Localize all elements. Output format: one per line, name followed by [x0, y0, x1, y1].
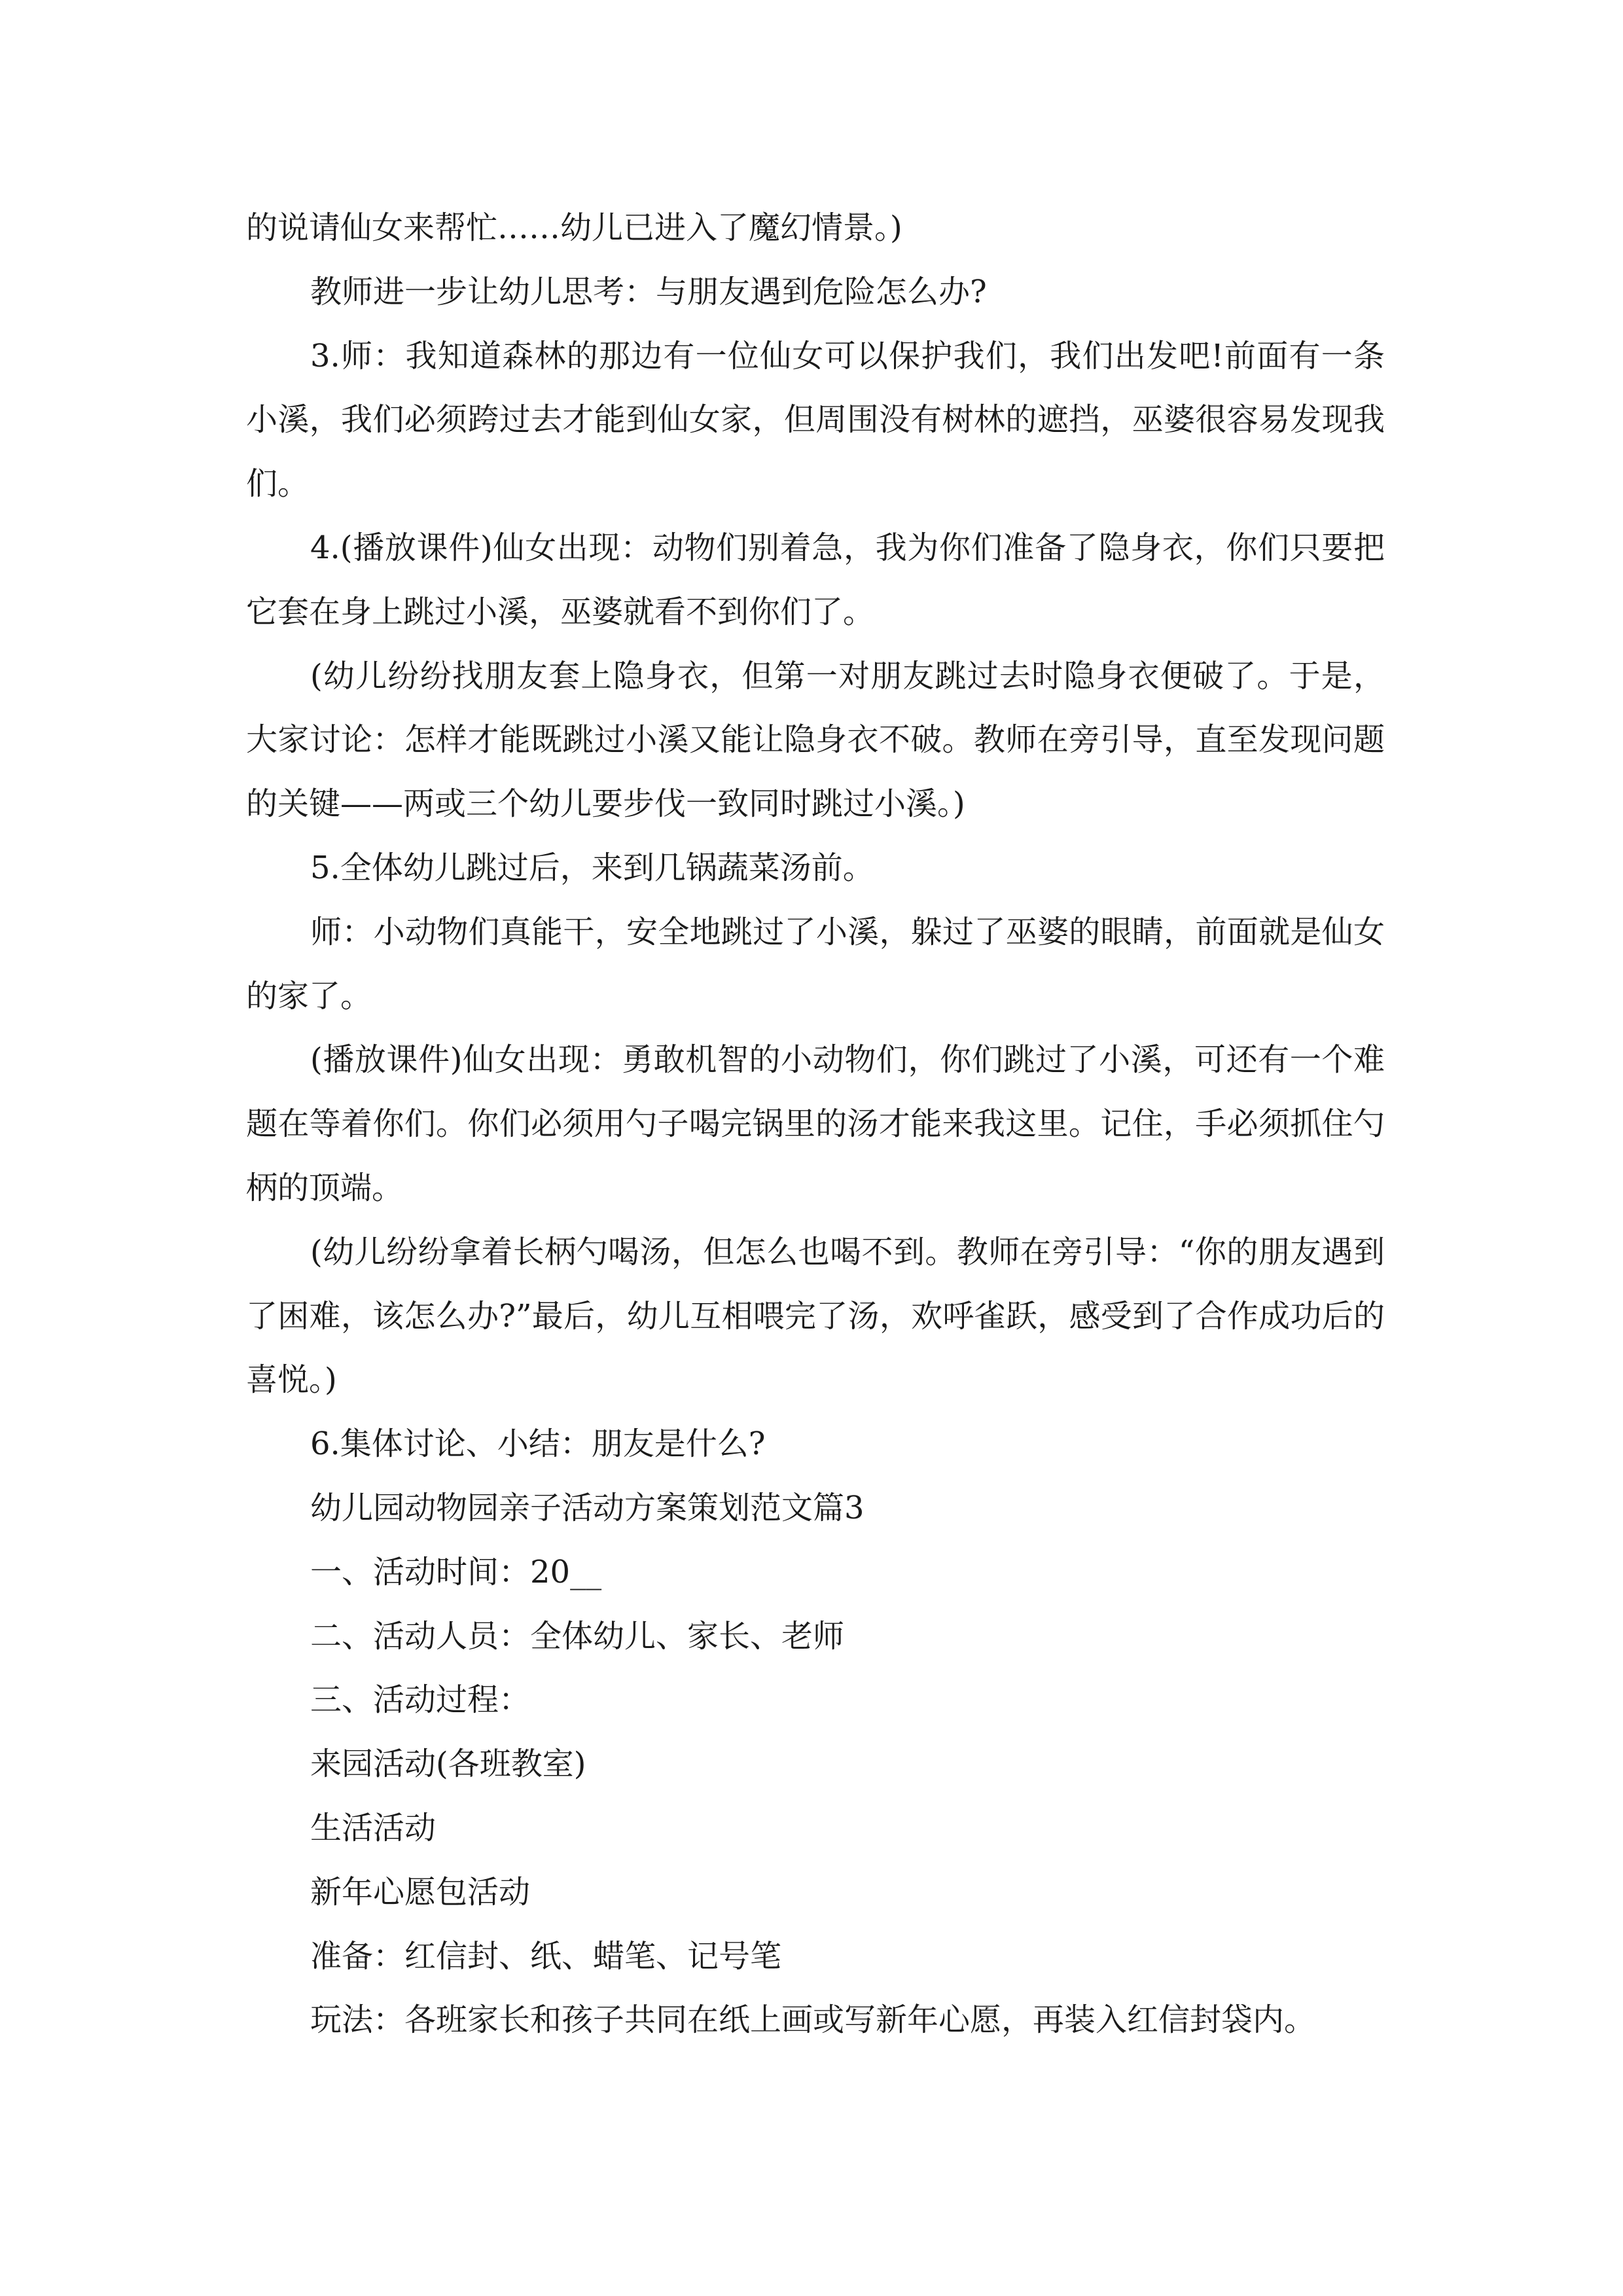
- paragraph: 来园活动(各班教室): [310, 1746, 586, 1783]
- paragraph: 教师进一步让幼儿思考：与朋友遇到危险怎么办?: [310, 273, 987, 310]
- paragraph: 师：小动物们真能干，安全地跳过了小溪，躲过了巫婆的眼睛，前面就是仙女的家了。: [246, 913, 1385, 1014]
- paragraph: 的说请仙女来帮忙……幼儿已进入了魔幻情景。): [246, 209, 902, 246]
- paragraph: 5.全体幼儿跳过后，来到几锅蔬菜汤前。: [310, 849, 874, 886]
- paragraph: (幼儿纷纷拿着长柄勺喝汤，但怎么也喝不到。教师在旁引导：“你的朋友遇到了困难，该怎么办?”最后，幼儿互相喂完了汤，欢呼雀跃，感受到了合作成功后的喜悦。): [246, 1233, 1385, 1399]
- paragraph: (播放课件)仙女出现：勇敢机智的小动物们，你们跳过了小溪，可还有一个难题在等着你们。你们必须用勺子喝完锅里的汤才能来我这里。记住，手必须抓住勺柄的顶端。: [246, 1041, 1385, 1206]
- paragraph: 新年心愿包活动: [310, 1873, 531, 1910]
- paragraph: 6.集体讨论、小结：朋友是什么?: [310, 1426, 766, 1463]
- paragraph: 生活活动: [310, 1809, 437, 1846]
- paragraph: 准备：红信封、纸、蜡笔、记号笔: [310, 1937, 782, 1975]
- paragraph: 玩法：各班家长和孩子共同在纸上画或写新年心愿，再装入红信封袋内。: [310, 2001, 1316, 2039]
- paragraph: (幼儿纷纷找朋友套上隐身衣，但第一对朋友跳过去时隐身衣便破了。于是，大家讨论：怎样才能既跳过小溪又能让隐身衣不破。教师在旁引导，直至发现问题的关键——两或三个幼儿要步伐一致同时跳过小溪。): [246, 657, 1385, 823]
- document-body: [246, 196, 1385, 2053]
- paragraph: 二、活动人员：全体幼儿、家长、老师: [310, 1617, 845, 1655]
- paragraph: 4.(播放课件)仙女出现：动物们别着急，我为你们准备了隐身衣，你们只要把它套在身上跳过小溪，巫婆就看不到你们了。: [246, 529, 1385, 630]
- paragraph: 三、活动过程：: [310, 1681, 531, 1719]
- section-heading: 幼儿园动物园亲子活动方案策划范文篇3: [310, 1489, 865, 1526]
- paragraph: 一、活动时间：20__: [310, 1553, 602, 1590]
- paragraph: 3.师：我知道森林的那边有一位仙女可以保护我们，我们出发吧!前面有一条小溪，我们必须跨过去才能到仙女家，但周围没有树林的遮挡，巫婆很容易发现我们。: [246, 337, 1385, 503]
